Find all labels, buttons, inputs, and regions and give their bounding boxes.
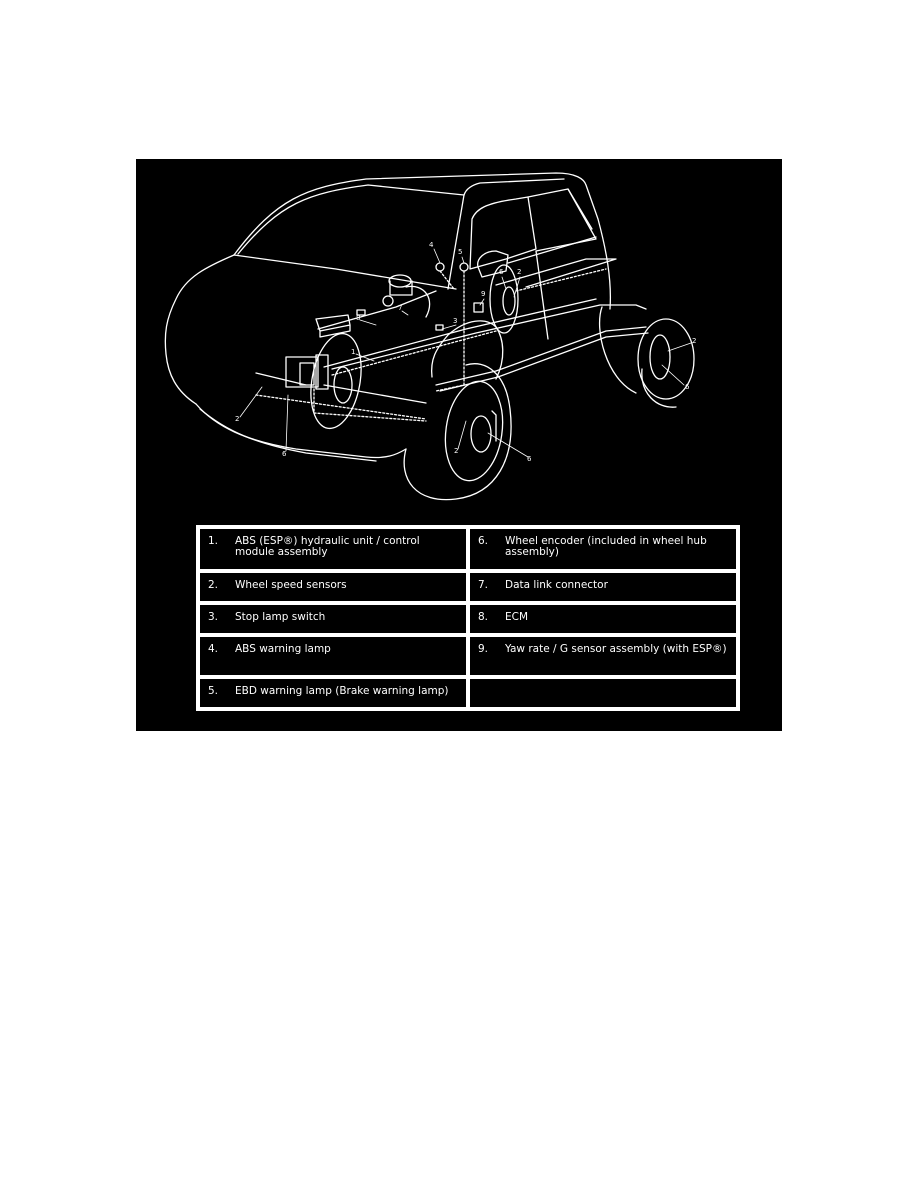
callout-label: 2 [235, 415, 240, 423]
item-description: Yaw rate / G sensor assembly (with ESP®) [505, 643, 727, 655]
legend-row [198, 603, 738, 635]
item-description: ECM [505, 611, 529, 623]
callout-label: 7 [398, 304, 403, 312]
legend-cell [198, 635, 468, 677]
item-number: 2. [208, 579, 219, 591]
legend-cell [468, 527, 738, 571]
item-number: 8. [478, 611, 489, 623]
legend-cell [198, 677, 468, 709]
item-description: Data link connector [505, 579, 608, 591]
legend-row [198, 635, 738, 677]
item-number: 4. [208, 643, 219, 655]
callout-label: 2 [454, 447, 459, 455]
item-number: 5. [208, 685, 219, 697]
roof-outline [234, 173, 610, 309]
legend-row [198, 527, 738, 571]
callout-label: 6 [527, 455, 532, 463]
item-description: ABS (ESP®) hydraulic unit / control module assembly [235, 535, 420, 558]
callout-label: 1 [351, 348, 356, 356]
item-number: 6. [478, 535, 489, 547]
item-description: Wheel speed sensors [235, 579, 347, 591]
legend-row [198, 571, 738, 603]
legend-cell [198, 527, 468, 571]
legend-cell-empty [468, 677, 738, 709]
callout-label: 9 [481, 290, 486, 298]
callout-label: 6 [282, 450, 287, 458]
callout-label: 3 [453, 317, 458, 325]
item-number: 1. [208, 535, 219, 547]
legend-cell [468, 635, 738, 677]
callout-label: 8 [356, 314, 361, 322]
legend-cell [468, 571, 738, 603]
callout-label: 6 [499, 268, 504, 276]
item-description: Wheel encoder (included in wheel hub assembly) [505, 535, 707, 558]
legend-row [198, 677, 738, 709]
item-description: ABS warning lamp [235, 643, 331, 655]
abs-warning-lamp-marker [436, 263, 444, 271]
callout-label: 2 [517, 268, 522, 276]
callout-label: 5 [458, 248, 463, 256]
legend-cell [198, 571, 468, 603]
front-right-wheel [404, 364, 511, 500]
callout-label: 2 [692, 337, 697, 345]
ebd-warning-lamp-marker [460, 263, 468, 271]
item-number: 9. [478, 643, 489, 655]
diagram-panel [136, 159, 782, 731]
vehicle-line-drawing [136, 159, 782, 519]
item-number: 7. [478, 579, 489, 591]
callout-label: 4 [429, 241, 434, 249]
item-number: 3. [208, 611, 219, 623]
callout-label: 6 [685, 383, 690, 391]
legend-cell [468, 603, 738, 635]
legend-cell [198, 603, 468, 635]
component-legend-table [196, 525, 740, 711]
item-description: Stop lamp switch [235, 611, 326, 623]
item-description: EBD warning lamp (Brake warning lamp) [235, 685, 449, 697]
